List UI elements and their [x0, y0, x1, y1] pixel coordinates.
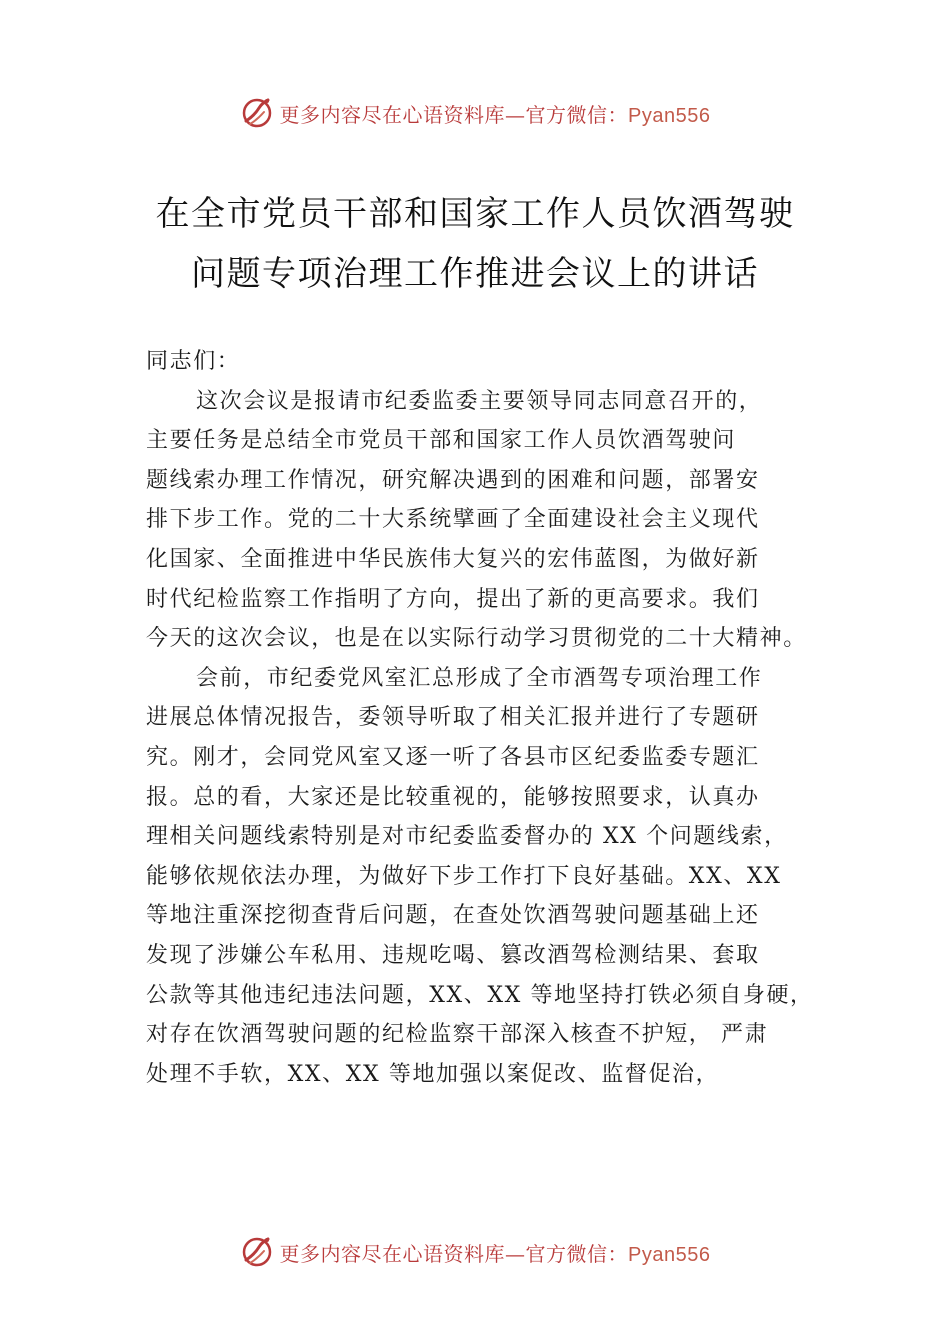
body-line: 题线索办理工作情况，研究解决遇到的困难和问题，部署安: [146, 467, 760, 493]
body-line: 会前，市纪委党风室汇总形成了全市酒驾专项治理工作: [196, 665, 763, 691]
body-line: 报。总的看，大家还是比较重视的，能够按照要求，认真办: [146, 784, 760, 810]
body-line: 今天的这次会议，也是在以实际行动学习贯彻党的二十大精神。: [146, 626, 807, 652]
body-line: 排下步工作。党的二十大系统擘画了全面建设社会主义现代: [146, 507, 760, 533]
body-line: 主要任务是总结全市党员干部和国家工作人员饮酒驾驶问: [146, 428, 737, 454]
title-line: 在全市党员干部和国家工作人员饮酒驾驶: [155, 194, 795, 234]
body-line: 公款等其他违纪违法问题，XX、XX 等地坚持打铁必须自身硬，: [146, 982, 814, 1008]
body-line: 发现了涉嫌公车私用、违规吃喝、篡改酒驾检测结果、套取: [146, 942, 760, 968]
watermark-text: 更多内容尽在心语资料库—官方微信：Pyan556: [279, 102, 711, 127]
watermark-banner-bottom: [0, 1232, 950, 1272]
brush-logo-icon: [240, 96, 274, 130]
salutation: 同志们：: [146, 349, 241, 374]
watermark-text: 更多内容尽在心语资料库—官方微信：Pyan556: [279, 1241, 711, 1266]
watermark-banner-top: [0, 93, 950, 133]
body-line: 能够依规依法办理，为做好下步工作打下良好基础。XX、XX: [146, 863, 782, 889]
document-title: [0, 184, 950, 304]
body-line: 对存在饮酒驾驶问题的纪检监察干部深入核查不护短， 严肃: [146, 1022, 769, 1048]
document-body: [146, 342, 866, 1094]
brush-logo-icon: [240, 1235, 274, 1269]
body-line: 进展总体情况报告，委领导听取了相关汇报并进行了专题研: [146, 705, 760, 731]
body-line: 这次会议是报请市纪委监委主要领导同志同意召开的，: [196, 388, 763, 414]
body-line: 理相关问题线索特别是对市纪委监委督办的 XX 个问题线索，: [146, 824, 788, 850]
body-line: 究。刚才，会同党风室又逐一听了各县市区纪委监委专题汇: [146, 744, 760, 770]
body-line: 处理不手软，XX、XX 等地加强以案促改、监督促治，: [146, 1061, 720, 1087]
title-line: 问题专项治理工作推进会议上的讲话: [191, 254, 759, 294]
body-line: 化国家、全面推进中华民族伟大复兴的宏伟蓝图，为做好新: [146, 546, 760, 572]
body-line: 等地注重深挖彻查背后问题，在查处饮酒驾驶问题基础上还: [146, 903, 760, 929]
body-line: 时代纪检监察工作指明了方向，提出了新的更高要求。我们: [146, 586, 760, 612]
